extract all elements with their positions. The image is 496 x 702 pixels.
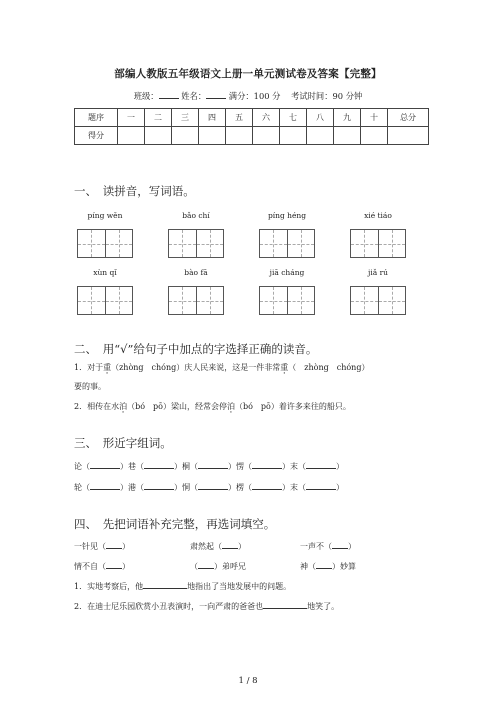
header-cell: 七	[280, 109, 307, 127]
answer-blank[interactable]	[143, 580, 187, 589]
text: ）末（	[282, 462, 306, 471]
word-row-2	[74, 481, 344, 493]
answer-blank[interactable]	[222, 540, 238, 549]
text: 轮（	[74, 483, 90, 492]
score-table	[74, 108, 429, 145]
dotted-char: 重	[280, 363, 289, 372]
exam-info	[0, 90, 496, 102]
text: （bó pō）梁山，经常会停	[127, 402, 227, 411]
fill-item	[300, 560, 356, 572]
text: （zhòng chóng）庆人民来说，这是一件非常	[111, 363, 281, 372]
header-cell: 总分	[388, 109, 429, 127]
text: 2．在迪士尼乐园欣赏小丑表演时，一向严肃的爸爸也	[74, 602, 264, 611]
answer-blank[interactable]	[106, 560, 122, 569]
name-blank	[206, 90, 226, 99]
pinyin: bǎo chí	[182, 211, 210, 220]
text: ）楞（	[228, 483, 252, 492]
class-label: 班级：	[133, 91, 159, 101]
header-cell: 八	[307, 109, 334, 127]
score-cell[interactable]	[388, 127, 429, 145]
fill-item	[300, 540, 356, 552]
question-4-2	[74, 600, 339, 612]
text: 地笑了。	[307, 602, 340, 611]
answer-blank[interactable]	[90, 460, 120, 469]
question-2-1	[74, 362, 369, 373]
score-cell[interactable]	[307, 127, 334, 145]
answer-blank[interactable]	[144, 481, 174, 490]
writing-box[interactable]	[259, 229, 315, 258]
text: 地指出了当地发展中的问题。	[187, 582, 292, 591]
header-cell: 一	[118, 109, 145, 127]
text: ）妙算	[332, 562, 356, 571]
text: （bó pō）着许多来往的船只。	[234, 402, 351, 411]
dotted-char: 泊	[119, 402, 128, 411]
writing-box[interactable]	[350, 286, 406, 315]
text: 一声不（	[300, 542, 332, 551]
question-2-2	[74, 401, 351, 412]
text: （ zhòng chóng）	[288, 363, 370, 372]
header-cell: 六	[253, 109, 280, 127]
header-cell: 十	[361, 109, 388, 127]
score-cell[interactable]	[118, 127, 145, 145]
answer-blank[interactable]	[198, 560, 214, 569]
text: 2．相传在水	[74, 402, 120, 411]
score-cell[interactable]	[199, 127, 226, 145]
score-cell[interactable]	[361, 127, 388, 145]
name-label: 姓名：	[181, 91, 207, 101]
page-title: 部编人教版五年级语文上册一单元测试卷及答案【完整】	[114, 68, 382, 80]
writing-box[interactable]	[168, 229, 224, 258]
answer-blank[interactable]	[306, 481, 336, 490]
answer-blank[interactable]	[263, 600, 307, 609]
pinyin: bào fā	[184, 268, 208, 277]
text: 1．对于	[74, 363, 104, 372]
answer-blank[interactable]	[198, 481, 228, 490]
answer-blank[interactable]	[252, 481, 282, 490]
question-4-1	[74, 580, 291, 592]
text: ）	[336, 483, 344, 492]
answer-blank[interactable]	[252, 460, 282, 469]
fill-item	[190, 560, 246, 572]
dotted-char: 泊	[226, 402, 235, 411]
header-cell: 三	[172, 109, 199, 127]
pinyin: píng wěn	[87, 211, 123, 220]
pinyin: píng héng	[267, 211, 307, 220]
text: 一针见（	[74, 542, 106, 551]
text: ）	[122, 542, 130, 551]
section4-heading: 四、 先把词语补充完整，再选词填空。	[74, 517, 276, 531]
score-value-row	[75, 127, 429, 145]
score-cell[interactable]	[145, 127, 172, 145]
answer-blank[interactable]	[332, 540, 348, 549]
text: （	[190, 562, 198, 571]
section3-heading: 三、 形近字组词。	[74, 436, 172, 450]
row-label: 得分	[75, 127, 118, 145]
score-header-row	[75, 109, 429, 127]
question-2-1-cont: 要的事。	[74, 382, 106, 391]
section1-heading: 一、 读拼音，写词语。	[74, 184, 195, 198]
writing-box[interactable]	[77, 286, 133, 315]
text: ）恫（	[174, 483, 198, 492]
text: ）巷（	[120, 462, 144, 471]
fill-item	[190, 540, 246, 552]
pinyin: jiǎ rú	[368, 268, 388, 277]
dotted-char: 重	[103, 363, 112, 372]
writing-box[interactable]	[350, 229, 406, 258]
answer-blank[interactable]	[106, 540, 122, 549]
text: 肃然起（	[190, 542, 222, 551]
score-cell[interactable]	[334, 127, 361, 145]
text: ）愣（	[228, 462, 252, 471]
answer-blank[interactable]	[198, 460, 228, 469]
answer-blank[interactable]	[306, 460, 336, 469]
page-number: 1 / 8	[238, 676, 258, 686]
fill-item	[74, 560, 130, 572]
writing-box[interactable]	[168, 286, 224, 315]
answer-blank[interactable]	[90, 481, 120, 490]
text: 神（	[300, 562, 316, 571]
pinyin: xié tiáo	[364, 211, 392, 220]
header-cell: 五	[226, 109, 253, 127]
writing-box[interactable]	[259, 286, 315, 315]
text: 1．实地考察后，他	[74, 582, 144, 591]
text: ）	[348, 542, 356, 551]
word-row-1	[74, 460, 344, 472]
score-label: 满分：100 分	[228, 91, 281, 101]
score-cell[interactable]	[253, 127, 280, 145]
text: ）	[336, 462, 344, 471]
class-blank	[159, 90, 179, 99]
text: ）桐（	[174, 462, 198, 471]
fill-item	[74, 540, 130, 552]
header-cell: 题序	[75, 109, 118, 127]
score-cell[interactable]	[226, 127, 253, 145]
text: 情不自（	[74, 562, 106, 571]
answer-blank[interactable]	[316, 560, 332, 569]
text: ）	[238, 542, 246, 551]
text: ）港（	[120, 483, 144, 492]
pinyin: jiā cháng	[269, 268, 305, 277]
text: ）弟呼兄	[214, 562, 246, 571]
header-cell: 九	[334, 109, 361, 127]
writing-box[interactable]	[77, 229, 133, 258]
answer-blank[interactable]	[144, 460, 174, 469]
time-label: 考试时间：90 分钟	[291, 91, 363, 101]
text: 论（	[74, 462, 90, 471]
section2-heading: 二、 用“√”给句子中加点的字选择正确的读音。	[74, 342, 318, 356]
text: ）末（	[282, 483, 306, 492]
score-cell[interactable]	[172, 127, 199, 145]
score-cell[interactable]	[280, 127, 307, 145]
text: ）	[122, 562, 130, 571]
header-cell: 四	[199, 109, 226, 127]
pinyin: xùn qǐ	[93, 268, 117, 277]
header-cell: 二	[145, 109, 172, 127]
